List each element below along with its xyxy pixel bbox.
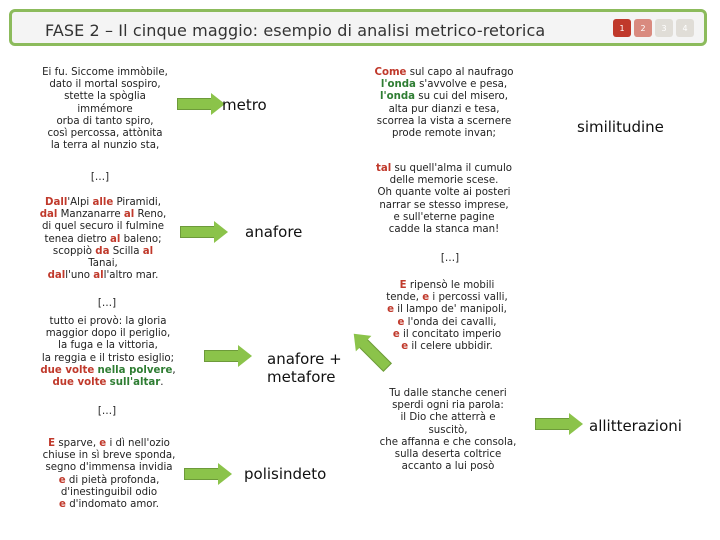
text-span: i dì nell'ozio chiuse in sì breve sponda, segno d'immensa invidia xyxy=(42,438,176,474)
text-span: . xyxy=(160,377,164,389)
text-span: Manzanarre xyxy=(57,209,124,221)
text-span: il lampo de' manipoli, xyxy=(397,304,507,316)
highlight-red: e xyxy=(59,499,66,511)
page-3-button[interactable]: 3 xyxy=(655,19,673,37)
highlight-red: dal xyxy=(47,270,66,282)
text-span: Piramidi, xyxy=(116,197,161,208)
text-span: , xyxy=(172,364,176,376)
stanza-2 xyxy=(26,197,180,282)
stanza-8: Tu dalle stanche ceneri sperdi ogni ria parola: il Dio che atterrà e suscitò, che affanna e che consola, sulla deserta coltrice accanto a lui posò xyxy=(379,388,517,473)
highlight-red: Come xyxy=(374,67,407,78)
highlight-red: e xyxy=(422,292,430,304)
text-span: sul capo al naufrago xyxy=(409,67,514,78)
highlight-red: al xyxy=(93,270,104,282)
highlight-red: E xyxy=(48,438,56,449)
label-anafore: anafore xyxy=(245,223,303,241)
highlight-red: Dall xyxy=(45,197,68,208)
stanza-4 xyxy=(30,438,188,511)
highlight-red: e xyxy=(397,316,405,328)
page-indicator xyxy=(613,19,694,37)
stanza-5 xyxy=(364,67,524,140)
text-span: baleno; scoppiò xyxy=(52,233,162,257)
ellipsis-2: […] xyxy=(97,298,117,309)
highlight-red: E xyxy=(399,280,407,291)
label-polisindeto: polisindeto xyxy=(244,465,327,483)
highlight-red: e xyxy=(99,438,107,449)
arrow-right-icon xyxy=(535,413,585,435)
highlight-green: l'onda xyxy=(380,79,416,91)
text-span: l'onda dei cavalli, xyxy=(407,316,497,328)
highlight-red: al xyxy=(109,233,121,245)
arrow-right-icon xyxy=(177,93,227,115)
text-span: su quell'alma il cumulo delle memorie scese. Oh quante volte ai posteri narrar se stesso imprese, e sull'eterne pagine cadde la stanca man! xyxy=(377,163,513,236)
highlight-red: due volte xyxy=(40,364,95,376)
stanza-7 xyxy=(372,280,522,353)
text-span: l'altro mar. xyxy=(103,270,159,282)
label-metro: metro xyxy=(222,96,267,114)
text-span: ripensò le mobili tende, xyxy=(386,280,495,304)
label-allitterazioni: allitterazioni xyxy=(589,417,682,435)
highlight-red: e xyxy=(387,304,394,316)
label-similitudine: similitudine xyxy=(577,118,664,136)
text-span: il concitato imperio xyxy=(403,328,502,340)
text-span: tutto ei provò: la gloria maggior dopo il periglio, la fuga e la vittoria, la reggia e il tristo esiglio; xyxy=(41,316,175,364)
highlight-red: e xyxy=(401,341,409,353)
stanza-6 xyxy=(364,163,524,236)
highlight-red: due volte xyxy=(52,377,107,389)
arrow-right-icon xyxy=(204,345,254,367)
text-span: l'uno xyxy=(65,270,94,282)
text-span: Reno, xyxy=(137,209,167,221)
highlight-red: e xyxy=(58,474,66,486)
stanza-3 xyxy=(28,316,188,389)
text-span: Tanai, xyxy=(88,258,118,270)
highlight-green: l'onda xyxy=(380,91,416,103)
text-span: Scilla xyxy=(109,245,143,257)
arrow-right-icon xyxy=(180,221,230,243)
highlight-green: nella polvere xyxy=(97,364,173,376)
text-span: di quel securo il fulmine tenea dietro xyxy=(41,221,165,245)
label-anafore-metafore: anafore + metafore xyxy=(267,350,342,386)
text-span: 'Alpi xyxy=(67,197,93,208)
arrow-right-icon xyxy=(184,463,234,485)
text-span: su cui del misero, alta pur dianzi e tesa, scorrea la vista a scernere prode remote invan; xyxy=(376,91,512,140)
text-span: s'avvolve e pesa, xyxy=(419,79,508,91)
page-2-button[interactable]: 2 xyxy=(634,19,652,37)
highlight-red: da xyxy=(95,245,110,257)
header-bar xyxy=(9,9,707,46)
page-1-button[interactable]: 1 xyxy=(613,19,631,37)
highlight-red: alle xyxy=(92,197,114,208)
ellipsis-1: […] xyxy=(90,172,110,183)
text-span: il celere ubbidir. xyxy=(408,341,493,353)
highlight-red: tal xyxy=(375,163,392,174)
page-title: FASE 2 – Il cinque maggio: esempio di analisi metrico-retorica xyxy=(45,21,546,40)
text-span: d'indomato amor. xyxy=(65,499,159,511)
highlight-red: al xyxy=(123,209,135,221)
highlight-red: e xyxy=(392,328,400,340)
text-span: i percossi valli, xyxy=(432,292,508,304)
highlight-red: al xyxy=(142,245,154,257)
page-4-button[interactable]: 4 xyxy=(676,19,694,37)
stanza-1: Ei fu. Siccome immòbile, dato il mortal sospiro, stette la spòglia immémore orba di tanto spiro, così percossa, attònita la terra al nunzio sta, xyxy=(42,67,168,152)
ellipsis-3: […] xyxy=(97,406,117,417)
ellipsis-4: […] xyxy=(440,253,460,264)
text-span: di pietà profonda, d'inestinguibil odio xyxy=(60,474,160,498)
highlight-green: sull'altar xyxy=(109,377,161,389)
highlight-red: dal xyxy=(39,209,58,221)
text-span: sparve, xyxy=(55,438,100,449)
